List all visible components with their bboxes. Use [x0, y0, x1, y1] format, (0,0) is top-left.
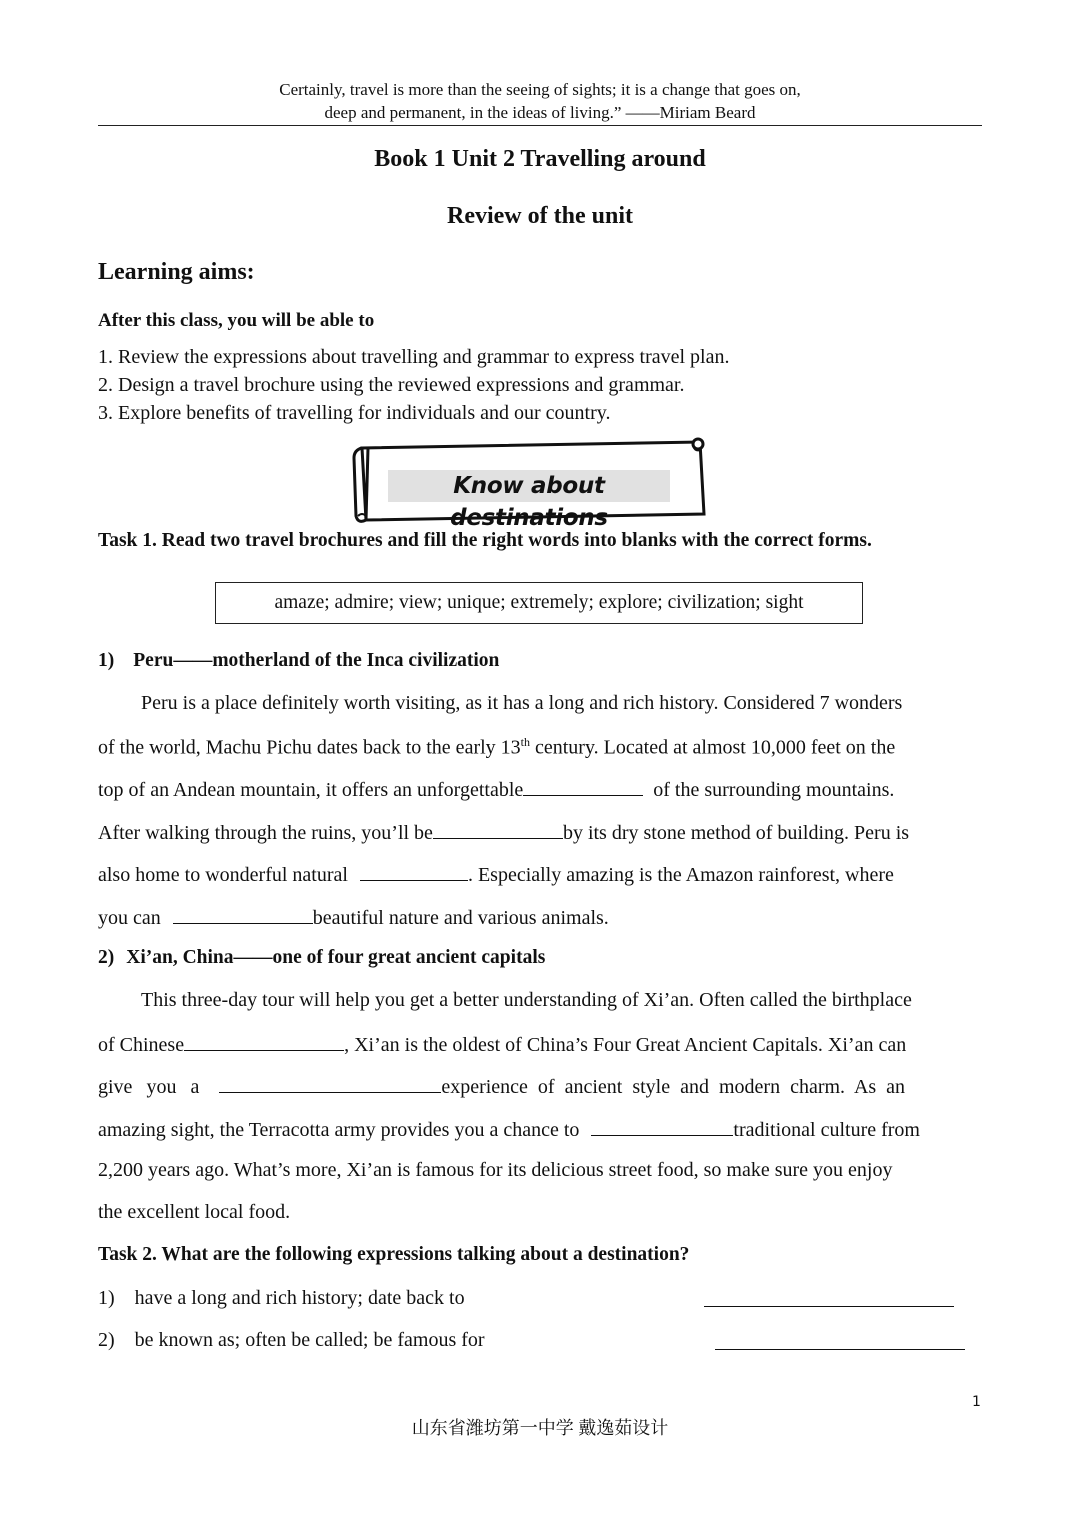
section2-heading [98, 947, 545, 969]
section2-number: 2) [98, 947, 115, 968]
learning-aim-3: 3. Explore benefits of travelling for individuals and our country. [98, 402, 611, 424]
section2-line-6: the excellent local food. [98, 1201, 291, 1223]
section2-line-4b: traditional culture from [733, 1119, 920, 1141]
section2-word-a: a [190, 1076, 200, 1098]
superscript-th: th [520, 735, 530, 749]
answer-blank-unique[interactable] [219, 1074, 441, 1093]
learning-aims-heading: Learning aims: [98, 259, 255, 285]
section1-line-2a: of the world, Machu Pichu dates back to the early 13 [98, 736, 521, 759]
section2-line-2a: of Chinese [98, 1034, 185, 1056]
learning-aims-intro: After this class, you will be able to [98, 310, 375, 331]
section2-line-4a: amazing sight, the Terracotta army provides you a chance to [98, 1119, 580, 1141]
section2-line-3 [98, 1074, 982, 1099]
task1-instruction: Task 1. Read two travel brochures and fill the right words into blanks with the correct forms. [98, 530, 872, 551]
section-banner-label: Know about destinations [388, 470, 670, 502]
section1-line-4a: After walking through the ruins, you’ll be [98, 822, 433, 844]
section2-line-2 [98, 1032, 982, 1057]
answer-blank-civilization[interactable] [184, 1032, 344, 1051]
task2-item-1-number: 1) [98, 1287, 115, 1309]
section2-line-3b: experience of ancient style and modern charm. As an [441, 1076, 906, 1098]
header-divider [98, 125, 982, 126]
section2-line-5: 2,200 years ago. What’s more, Xi’an is famous for its delicious street food, so make sure you enjoy [98, 1159, 893, 1181]
header-quote-line-2: deep and permanent, in the ideas of living.” ——Miriam Beard [324, 103, 756, 122]
answer-blank-explore[interactable] [173, 905, 313, 924]
section-banner [348, 436, 712, 531]
section1-line-5a: also home to wonderful natural [98, 864, 348, 886]
answer-blank-sight[interactable] [360, 862, 468, 881]
task2-instruction: Task 2. What are the following expressions talking about a destination? [98, 1244, 690, 1265]
task2-answer-line-2[interactable] [715, 1349, 965, 1350]
section1-heading [98, 650, 499, 672]
section2-word-give: give [98, 1076, 133, 1098]
section1-line-5 [98, 862, 982, 887]
section2-title: Xi’an, China——one of four great ancient capitals [126, 947, 546, 968]
section1-line-3a: top of an Andean mountain, it offers an unforgettable [98, 779, 524, 801]
section1-line-6a: you can [98, 907, 161, 929]
section1-line-6b: beautiful nature and various animals. [312, 907, 609, 929]
section1-line-3 [98, 777, 982, 802]
section1-line-2b: century. Located at almost 10,000 feet on the [530, 736, 896, 759]
task2-item-2-number: 2) [98, 1329, 115, 1351]
section1-line-3b: of the surrounding mountains. [653, 779, 895, 801]
task2-item-1-text: have a long and rich history; date back to [134, 1287, 465, 1309]
header-quote-line-1: Certainly, travel is more than the seeing of sights; it is a change that goes on, [279, 80, 801, 99]
section2-line-1: This three-day tour will help you get a better understanding of Xi’an. Often called the birthplace [141, 989, 912, 1011]
section1-line-5b: . Especially amazing is the Amazon rainforest, where [467, 864, 894, 886]
footer-credit: 山东省潍坊第一中学 戴逸茹设计 [411, 1418, 669, 1438]
section2-line-2b: , Xi’an is the oldest of China’s Four Great Ancient Capitals. Xi’an can [344, 1034, 907, 1056]
document-title: Book 1 Unit 2 Travelling around [374, 146, 706, 172]
document-subtitle: Review of the unit [447, 203, 633, 229]
section1-line-4 [98, 820, 982, 845]
word-bank: amaze; admire; view; unique; extremely; explore; civilization; sight [215, 582, 863, 624]
section1-number: 1) [98, 650, 115, 671]
page-number: 1 [972, 1394, 981, 1410]
task2-item-2-text: be known as; often be called; be famous for [134, 1329, 485, 1351]
section2-word-you: you [146, 1076, 177, 1098]
section1-line-6 [98, 905, 982, 930]
section1-line-2 [98, 735, 982, 760]
section1-line-1: Peru is a place definitely worth visiting, as it has a long and rich history. Considered 7 wonders [141, 692, 903, 714]
learning-aim-1: 1. Review the expressions about travelling and grammar to express travel plan. [98, 346, 730, 368]
answer-blank-view[interactable] [523, 777, 643, 796]
header-quote [0, 78, 1080, 124]
task2-answer-line-1[interactable] [704, 1306, 954, 1307]
section1-line-4b: by its dry stone method of building. Peru is [562, 822, 910, 844]
learning-aim-2: 2. Design a travel brochure using the reviewed expressions and grammar. [98, 374, 685, 396]
section1-title: Peru——motherland of the Inca civilization [133, 650, 500, 671]
answer-blank-amaze[interactable] [433, 820, 563, 839]
answer-blank-admire[interactable] [591, 1117, 733, 1136]
section2-line-4 [98, 1117, 982, 1142]
